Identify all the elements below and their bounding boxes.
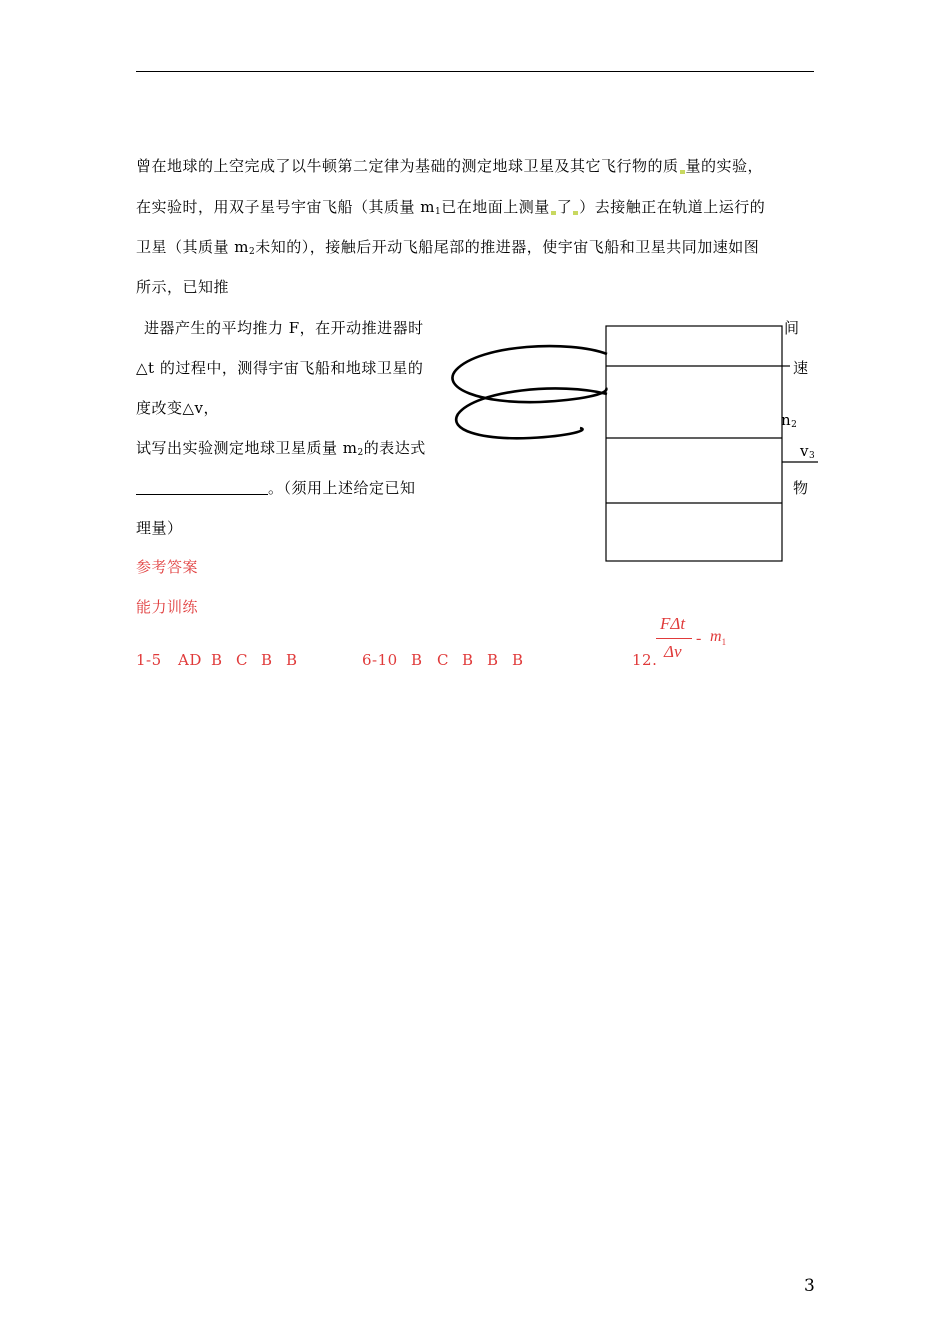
formula-minus: - xyxy=(696,630,702,647)
figure-fragment-n2: $n_2$ xyxy=(781,411,798,430)
header-rule xyxy=(136,71,814,72)
paragraph-line-3: 卫星（其质量 $m_2$未知的），接触后开动飞船尾部的推进器，使宇宙飞船和卫星共同加速如图 xyxy=(136,238,760,257)
paragraph-line-6: △t 的过程中，测得宇宙飞船和地球卫星的 xyxy=(136,359,424,377)
paragraph-line-5: 进器产生的平均推力 F，在开动推进器时 xyxy=(144,319,424,337)
answer-range-6-10: 6-10 xyxy=(362,651,398,669)
paragraph-line-10: 理量） xyxy=(136,519,183,537)
spacecraft-figure xyxy=(440,318,830,568)
formula-numerator: FΔt xyxy=(660,614,686,633)
paragraph-line-7: 度改变△v， xyxy=(136,399,220,417)
answer-item: B xyxy=(411,651,423,669)
paragraph-line-8: 试写出实验测定地球卫星质量 $m_2$的表达式 xyxy=(136,439,426,458)
formula-m1: $m_1$ xyxy=(710,628,727,648)
figure-label-v3: $v_3$ xyxy=(800,442,816,461)
figure-fragment-jian: 间 xyxy=(784,319,800,337)
paragraph-line-2: 在实验时，用双子星号宇宙飞船（其质量 $m_1$已在地面上测量 了 ）去接触正在轨道上运行的 xyxy=(136,198,766,217)
coil-loop-upper xyxy=(452,346,607,402)
figure-outer-box xyxy=(606,326,782,561)
answer-q12-label: 12. xyxy=(632,651,658,669)
answer-item: B xyxy=(286,651,298,669)
formula-fraction-bar xyxy=(656,638,692,639)
answer-item: B xyxy=(512,651,524,669)
answer-item: B xyxy=(487,651,499,669)
paragraph-line-4: 所示，已知推 xyxy=(136,278,230,296)
answer-blank xyxy=(136,480,268,495)
answer-item: C xyxy=(236,651,248,669)
answer-item: AD xyxy=(178,651,202,669)
answer-item: B xyxy=(261,651,273,669)
highlight-mark xyxy=(680,170,685,174)
answer-item: B xyxy=(462,651,474,669)
highlight-mark xyxy=(573,211,578,215)
figure-fragment-su: 速 xyxy=(793,359,809,377)
page-number: 3 xyxy=(804,1276,815,1296)
formula-denominator: Δv xyxy=(664,642,682,661)
answer-item: C xyxy=(437,651,449,669)
figure-fragment-wu: 物 xyxy=(793,479,809,497)
highlight-mark xyxy=(551,211,556,215)
answer-range-1-5: 1-5 xyxy=(136,651,162,669)
paragraph-line-9: 。（须用上述给定已知 xyxy=(136,478,416,498)
answers-subheading: 能力训练 xyxy=(136,598,199,616)
answers-heading: 参考答案 xyxy=(136,558,199,576)
answer-item: B xyxy=(211,651,223,669)
paragraph-line-1: 曾在地球的上空完成了以牛顿第二定律为基础的测定地球卫星及其它飞行物的质 量的实验， xyxy=(136,157,764,175)
